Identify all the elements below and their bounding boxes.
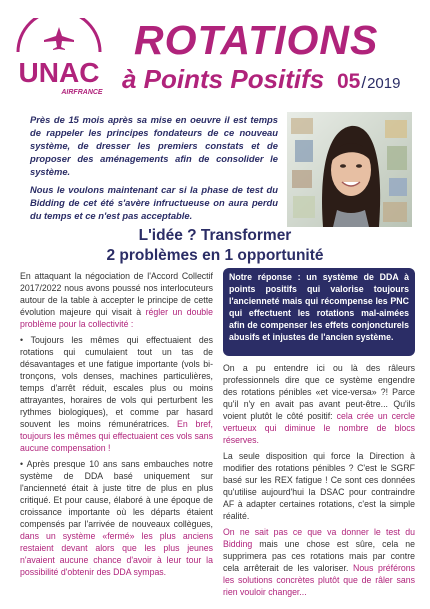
right-paragraph-2: La seule disposition qui force la Direction à modifier des rotations pénibles ? C'est le SGRF basé sur les REX fatigue ! Ce sont ces données qu'utilise aujourd'hui la DSAC pour contraindre AF à adapter certaines rotations, c'est la simple réalité.: [223, 450, 415, 521]
page-title: ROTATIONS: [134, 17, 379, 63]
left-highlight-3: dans un système «fermé» les plus anciens restaient devant alors que les plus jeunes n'avaient aucune chance d'avoir à leur tour la possibilité d'obtenir des DDA sympas.: [20, 530, 213, 577]
intro-text: [30, 114, 278, 228]
left-column: [20, 271, 213, 583]
left-highlight-1: régler un double problème pour la collectivité :: [20, 306, 213, 329]
woman-photo: [287, 112, 412, 227]
issue-label: [337, 71, 400, 92]
logo-text: UNAC: [18, 57, 100, 88]
issue-number: 05 /: [337, 70, 367, 93]
right-highlight-1: cela crée un cercle vertueux qui diminue le nombre de blocs réserves.: [223, 410, 415, 445]
airplane-icon: [44, 27, 74, 50]
left-paragraph-2: • Toujours les mêmes qui effectuaient des rotations qui cumulaient tout un tas de désavantages et une fatigue importante (vols bi-tronçons, vols denses, machines particulières, temps d'arrêt réduit, escales plus ou moins attrayantes, horaires de vols qui perturbent les rythmes biologiques), et comme par hasard souvent les moins rémunératrices. En bref, toujours les mêmes qui effectuaient ces vols sans aucune compensation !: [20, 334, 213, 453]
page-subtitle: à Points Positifs: [122, 64, 325, 94]
right-highlight-2: On ne sait pas ce que va donner le test du Bidding: [223, 526, 415, 549]
issue-year: 2019: [367, 75, 401, 92]
headline-line-1: L'idée ? Transformer: [138, 227, 292, 244]
right-column: [223, 363, 415, 603]
response-callout: Notre réponse : un système de DDA à points positifs qui valorise toujours l'ancienneté mais qui récompense les PNC qui effectuent les rotations mal-aimées afin de compenser les effets conjoncturels abusifs et injustes de l'ancien système.: [223, 268, 415, 356]
left-highlight-2: En bref, toujours les mêmes qui effectuaient ces vols sans aucune compensation !: [20, 418, 213, 453]
headline: [0, 226, 430, 267]
intro-paragraph-1: Près de 15 mois après sa mise en oeuvre il est temps de rappeler les principes fondateurs de ce nouveau système, de dresser les premiers constats et de proposer des aménagements afin de consolider le système.: [30, 114, 278, 177]
right-highlight-3: Nous préférons les solutions concrètes plutôt que de râler sans rien vouloir changer...: [223, 562, 415, 597]
unac-logo: [4, 18, 114, 100]
left-paragraph-1: En attaquant la négociation de l'Accord Collectif 2017/2022 nous avons poussé nos interlocuteurs autour de la table à accepter le principe de cette évolution majeure qui visait à régler un double problème pour la collectivité :: [20, 271, 213, 329]
right-paragraph-3: On ne sait pas ce que va donner le test du Bidding mais une chose est sûre, cela ne supprimera pas ces rotations mais par contre cela arrêterait de les valoriser. Nous préférons les solutions concrètes plutôt que de râler sans rien vouloir changer...: [223, 526, 415, 597]
intro-paragraph-2: Nous le voulons maintenant car si la phase de test du Bidding de cet été s'avère infructueuse on aura perdu du temps et ce n'est pas acceptable.: [30, 183, 278, 221]
left-paragraph-3: • Après presque 10 ans sans embauches notre système de DDA basé uniquement sur l'ancienneté était à juste titre de plus en plus critiqué. Et pour cause, élaboré à une époque de croissance importante où les départs étaient compensés par l'arrivée de nouveaux collègues, dans un système «fermé» les plus anciens restaient devant alors que les plus jeunes n'avaient aucune chance d'avoir à leur tour la possibilité d'obtenir des DDA sympas.: [20, 458, 213, 577]
headline-line-2: 2 problèmes en 1 opportunité: [106, 247, 324, 265]
logo-subtext: AIRFRANCE: [61, 89, 103, 96]
right-paragraph-1: On a pu entendre ici ou là des râleurs professionnels dire que ce système engendre des rotations pénibles «et vice-versa» ?! Parce qu'il n'y en avait pas avant peut-être... Qu'ils voient plutôt le côté positif: cela crée un cercle vertueux qui diminue le nombre de blocs réserves.: [223, 363, 415, 445]
